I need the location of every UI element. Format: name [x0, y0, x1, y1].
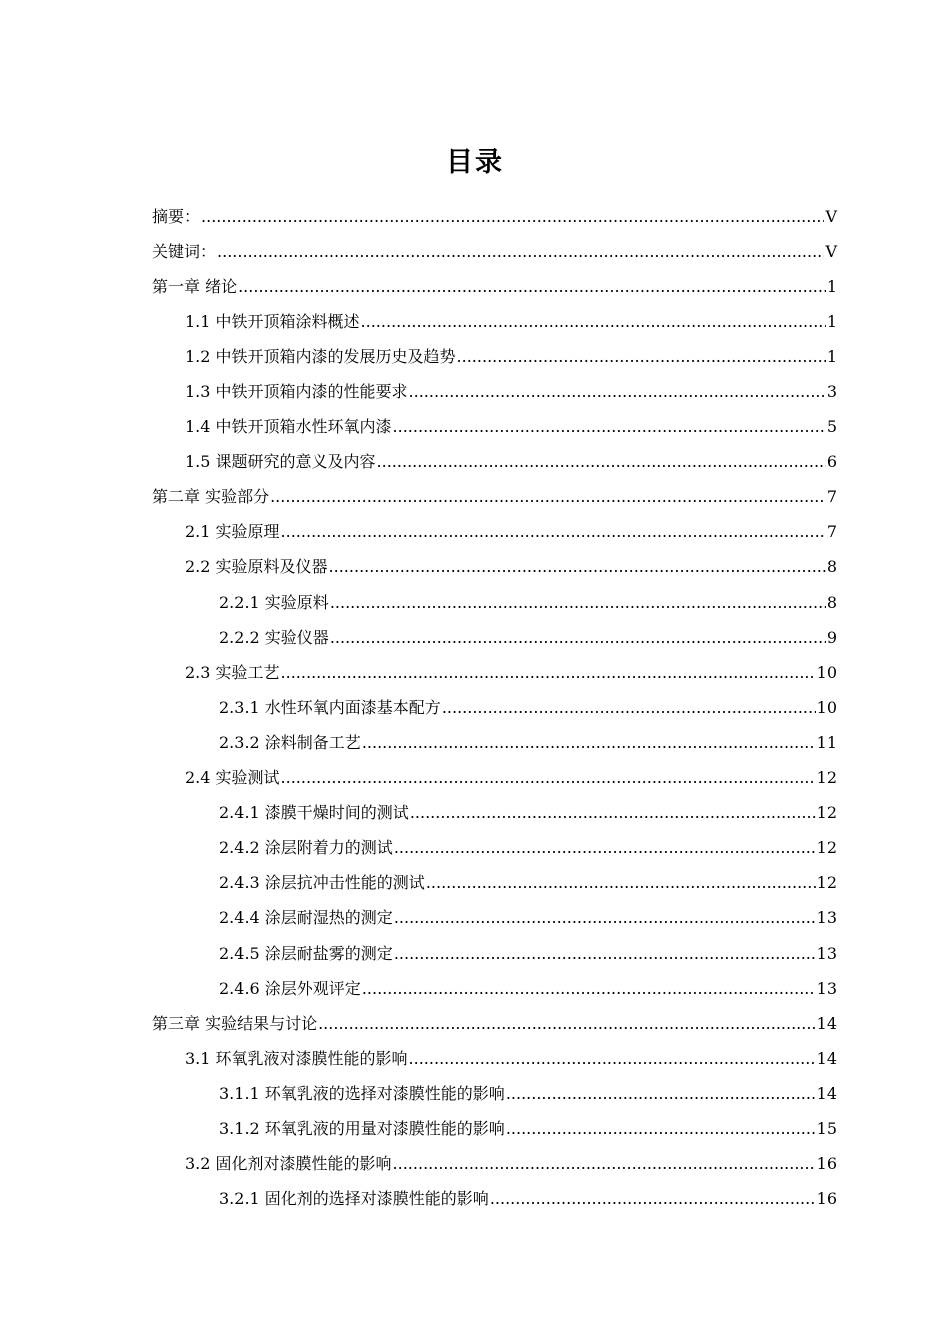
toc-entry-title: 第二章 实验部分 — [152, 487, 270, 507]
toc-entry-page-number: 16 — [816, 1189, 837, 1209]
toc-leader-dots — [281, 768, 816, 788]
toc-entry-page-number: 5 — [826, 417, 837, 437]
toc-entry[interactable] — [0, 1111, 950, 1146]
toc-entry[interactable] — [0, 936, 950, 971]
toc-entry[interactable] — [0, 971, 950, 1006]
toc-entry-title: 3.1.1 环氧乳液的选择对漆膜性能的影响 — [219, 1083, 505, 1103]
toc-entry-page-number: 8 — [826, 557, 837, 577]
toc-entry-title: 2.2.2 实验仪器 — [219, 627, 329, 647]
toc-entry[interactable] — [0, 1041, 950, 1076]
toc-entry-title: 3.2.1 固化剂的选择对漆膜性能的影响 — [219, 1189, 489, 1209]
toc-leader-dots — [457, 347, 826, 367]
toc-entry-page-number: 16 — [816, 1154, 837, 1174]
toc-leader-dots — [490, 1189, 816, 1209]
page-title: 目录 — [446, 147, 504, 178]
toc-entry-page-number: 14 — [816, 1013, 837, 1033]
toc-entry-page-number: 6 — [826, 452, 837, 472]
toc-entry-page-number: 9 — [826, 627, 837, 647]
toc-entry-title: 关键词： — [152, 241, 217, 261]
toc-entry-title: 2.3.2 涂料制备工艺 — [219, 732, 361, 752]
toc-entry[interactable] — [0, 796, 950, 831]
toc-entry-page-number: V — [825, 241, 837, 261]
toc-entry-page-number: 1 — [826, 346, 837, 366]
toc-leader-dots — [426, 873, 816, 893]
toc-entry-page-number: 12 — [816, 873, 837, 893]
toc-entry-page-number: 14 — [816, 1048, 837, 1068]
toc-entry-page-number: 10 — [816, 662, 837, 682]
toc-entry[interactable] — [0, 690, 950, 725]
toc-leader-dots — [330, 593, 826, 613]
toc-entry-title: 2.4.1 漆膜干燥时间的测试 — [219, 803, 409, 823]
toc-entry-title: 1.1 中铁开顶箱涂料概述 — [185, 311, 360, 331]
toc-leader-dots — [281, 663, 816, 683]
toc-leader-dots — [270, 487, 826, 507]
toc-entry-page-number: 14 — [816, 1083, 837, 1103]
toc-entry-title: 3.1.2 环氧乳液的用量对漆膜性能的影响 — [219, 1118, 505, 1138]
toc-entry-page-number: 7 — [826, 487, 837, 507]
toc-entry-page-number: 11 — [816, 732, 837, 752]
toc-entry-page-number: 13 — [816, 908, 837, 928]
toc-entry-title: 2.4.5 涂层耐盐雾的测定 — [219, 943, 393, 963]
toc-leader-dots — [410, 803, 816, 823]
toc-entry[interactable] — [0, 304, 950, 339]
toc-entry[interactable] — [0, 1006, 950, 1041]
toc-entry[interactable] — [0, 445, 950, 480]
toc-entry-page-number: 3 — [826, 382, 837, 402]
toc-entry[interactable] — [0, 1147, 950, 1182]
toc-leader-dots — [217, 242, 824, 262]
toc-entry[interactable] — [0, 199, 950, 234]
toc-leader-dots — [442, 698, 816, 718]
toc-entry[interactable] — [0, 515, 950, 550]
toc-entry-title: 2.3 实验工艺 — [185, 662, 280, 682]
toc-entry[interactable] — [0, 1182, 950, 1217]
toc-entry[interactable] — [0, 585, 950, 620]
toc-entry-title: 第三章 实验结果与讨论 — [152, 1013, 318, 1033]
toc-leader-dots — [393, 417, 826, 437]
toc-entry-title: 1.5 课题研究的意义及内容 — [185, 452, 376, 472]
toc-entry-page-number: 7 — [826, 522, 837, 542]
toc-entry-title: 2.2 实验原料及仪器 — [185, 557, 328, 577]
toc-entry-title: 第一章 绪论 — [152, 276, 238, 296]
toc-leader-dots — [506, 1084, 816, 1104]
toc-leader-dots — [238, 277, 826, 297]
toc-entry-page-number: 15 — [816, 1118, 837, 1138]
toc-entry-title: 3.1 环氧乳液对漆膜性能的影响 — [185, 1048, 408, 1068]
toc-entry[interactable] — [0, 655, 950, 690]
toc-leader-dots — [330, 628, 826, 648]
toc-entry-title: 2.2.1 实验原料 — [219, 592, 329, 612]
toc-leader-dots — [362, 733, 816, 753]
toc-entry[interactable] — [0, 725, 950, 760]
toc-entry-page-number: 13 — [816, 978, 837, 998]
toc-entry-title: 2.4.6 涂层外观评定 — [219, 978, 361, 998]
toc-entry[interactable] — [0, 866, 950, 901]
toc-entry[interactable] — [0, 1076, 950, 1111]
toc-entry-page-number: 12 — [816, 803, 837, 823]
toc-entry-title: 2.4.4 涂层耐湿热的测定 — [219, 908, 393, 928]
toc-leader-dots — [281, 522, 826, 542]
toc-leader-dots — [393, 1154, 816, 1174]
toc-entry-title: 2.3.1 水性环氧内面漆基本配方 — [219, 697, 441, 717]
toc-leader-dots — [394, 838, 816, 858]
toc-entry[interactable] — [0, 761, 950, 796]
toc-leader-dots — [318, 1014, 816, 1034]
toc-entry-page-number: V — [825, 206, 837, 226]
toc-leader-dots — [361, 312, 826, 332]
toc-entry-page-number: 10 — [816, 697, 837, 717]
toc-entry[interactable] — [0, 410, 950, 445]
toc-leader-dots — [409, 1049, 816, 1069]
toc-leader-dots — [201, 207, 824, 227]
toc-leader-dots — [394, 908, 816, 928]
toc-entry[interactable] — [0, 620, 950, 655]
toc-entry-page-number: 12 — [816, 838, 837, 858]
toc-entry-title: 2.4.2 涂层附着力的测试 — [219, 838, 393, 858]
toc-entry[interactable] — [0, 234, 950, 269]
toc-entry[interactable] — [0, 480, 950, 515]
toc-leader-dots — [506, 1119, 816, 1139]
toc-entry-title: 2.4.3 涂层抗冲击性能的测试 — [219, 873, 425, 893]
toc-entry[interactable] — [0, 901, 950, 936]
toc-entry-page-number: 1 — [826, 311, 837, 331]
toc-leader-dots — [377, 452, 826, 472]
toc-entry[interactable] — [0, 339, 950, 374]
toc-entry-title: 1.2 中铁开顶箱内漆的发展历史及趋势 — [185, 346, 456, 366]
toc-entry[interactable] — [0, 831, 950, 866]
toc-leader-dots — [329, 557, 826, 577]
toc-entry-title: 2.4 实验测试 — [185, 768, 280, 788]
toc-entry[interactable] — [0, 269, 950, 304]
toc-entry-page-number: 1 — [826, 276, 837, 296]
toc-entry-page-number: 12 — [816, 768, 837, 788]
toc-entry-page-number: 13 — [816, 943, 837, 963]
toc-entry-title: 2.1 实验原理 — [185, 522, 280, 542]
toc-entry-title: 1.3 中铁开顶箱内漆的性能要求 — [185, 382, 408, 402]
toc-leader-dots — [394, 944, 816, 964]
toc-entry-page-number: 8 — [826, 592, 837, 612]
table-of-contents — [0, 199, 950, 1217]
toc-entry-title: 1.4 中铁开顶箱水性环氧内漆 — [185, 417, 392, 437]
toc-leader-dots — [362, 979, 816, 999]
toc-entry-title: 3.2 固化剂对漆膜性能的影响 — [185, 1154, 392, 1174]
toc-entry[interactable] — [0, 550, 950, 585]
toc-leader-dots — [409, 382, 826, 402]
toc-entry[interactable] — [0, 374, 950, 409]
toc-entry-title: 摘要： — [152, 206, 201, 226]
